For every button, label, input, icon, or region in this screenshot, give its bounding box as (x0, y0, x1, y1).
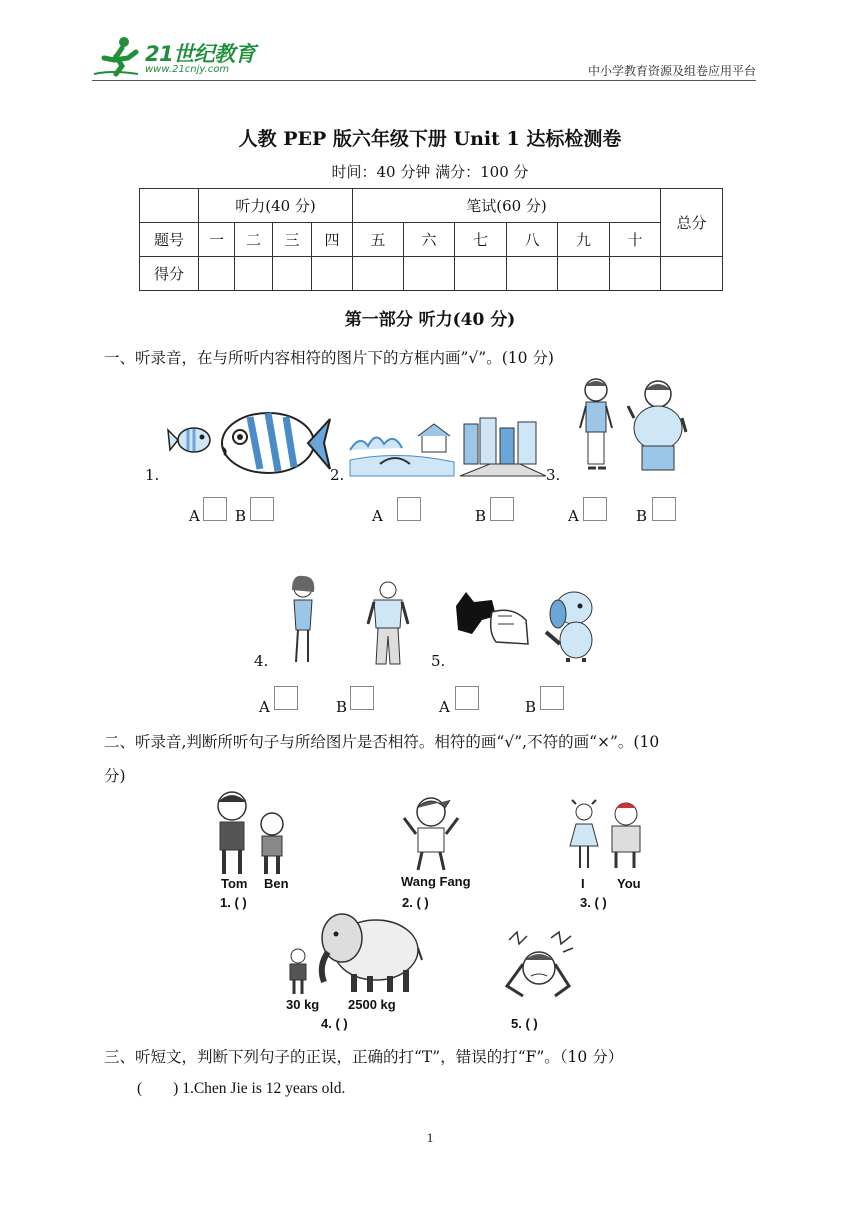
option-a-label: A (372, 507, 383, 525)
item-number: 5. (431, 652, 446, 670)
caption-2500kg: 2500 kg (348, 997, 396, 1012)
total-header: 总分 (661, 189, 723, 257)
section2-instruction-line2: 分) (104, 767, 126, 785)
score-cell[interactable] (273, 257, 312, 291)
thin-boy-image (576, 376, 616, 476)
table-cell: 七 (455, 223, 507, 257)
logo-text: 21世纪教育 (145, 42, 256, 66)
caption-tom: Tom (221, 876, 248, 891)
score-cell[interactable] (455, 257, 507, 291)
item-label: 2. ( ) (402, 895, 429, 910)
countryside-image (350, 420, 454, 476)
wang-fang-image (404, 794, 458, 874)
hand-shadow-image (452, 586, 532, 662)
answer-box[interactable] (455, 686, 479, 710)
section2-instruction-line1: 二、听录音,判断所听句子与所给图片是否相符。相符的画“√”,不符的画“×”。(10 (104, 733, 660, 751)
platform-name: 中小学教育资源及组卷应用平台 (587, 64, 756, 78)
logo-url: www.21cnjy.com (145, 64, 230, 75)
score-cell[interactable] (353, 257, 404, 291)
fat-man-image (628, 378, 688, 474)
table-cell: 四 (312, 223, 353, 257)
header-divider (92, 80, 756, 81)
score-cell[interactable] (558, 257, 610, 291)
item-label: 5. ( ) (511, 1016, 538, 1031)
woman-image (286, 574, 320, 664)
section3-item: ( ) 1.Chen Jie is 12 years old. (137, 1080, 346, 1097)
answer-box[interactable] (250, 497, 274, 521)
score-cell[interactable] (199, 257, 235, 291)
small-kid-image (286, 948, 310, 994)
option-b-label: B (525, 698, 537, 716)
item-number: 3. (546, 466, 561, 484)
option-a-label: A (259, 698, 270, 716)
man-image (366, 580, 410, 666)
option-b-label: B (636, 507, 648, 525)
table-cell: 八 (507, 223, 558, 257)
exam-info: 时间：40 分钟 满分：100 分 (331, 163, 529, 181)
score-table (139, 188, 723, 291)
score-cell[interactable] (507, 257, 558, 291)
caption-wang-fang: Wang Fang (401, 874, 471, 889)
tom-ben-image (212, 790, 292, 876)
table-cell: 十 (610, 223, 661, 257)
small-fish-image (168, 418, 216, 462)
answer-box[interactable] (583, 497, 607, 521)
i-you-image (570, 800, 646, 872)
score-cell[interactable] (235, 257, 273, 291)
score-cell[interactable] (404, 257, 455, 291)
table-corner (140, 189, 199, 223)
elephant-image (314, 908, 422, 994)
answer-box[interactable] (490, 497, 514, 521)
page-title: 人教 PEP 版六年级下册 Unit 1 达标检测卷 (238, 128, 622, 150)
option-b-label: B (475, 507, 487, 525)
item-label: 1. ( ) (220, 895, 247, 910)
answer-box[interactable] (652, 497, 676, 521)
answer-box[interactable] (274, 686, 298, 710)
option-a-label: A (568, 507, 579, 525)
dog-image (540, 584, 604, 664)
item-number: 4. (254, 652, 269, 670)
row-label-number: 题号 (140, 223, 199, 257)
table-cell: 五 (353, 223, 404, 257)
table-cell: 九 (558, 223, 610, 257)
caption-ben: Ben (264, 876, 289, 891)
answer-box[interactable] (397, 497, 421, 521)
answer-box[interactable] (203, 497, 227, 521)
item-label: 3. ( ) (580, 895, 607, 910)
row-label-score: 得分 (140, 257, 199, 291)
headache-image (503, 930, 575, 1000)
big-fish-image (220, 405, 330, 479)
item-label: 4. ( ) (321, 1016, 348, 1031)
page-number: 1 (426, 1130, 434, 1145)
caption-i: I (581, 876, 585, 891)
score-cell[interactable] (312, 257, 353, 291)
answer-box[interactable] (350, 686, 374, 710)
item-number: 1. (145, 466, 160, 484)
caption-30kg: 30 kg (286, 997, 320, 1012)
section1-instruction: 一、听录音，在与所听内容相符的图片下的方框内画”√”。(10 分) (104, 349, 554, 367)
answer-box[interactable] (540, 686, 564, 710)
listening-header: 听力(40 分) (199, 189, 353, 223)
table-cell: 一 (199, 223, 235, 257)
table-cell: 六 (404, 223, 455, 257)
option-a-label: A (189, 507, 200, 525)
caption-you: You (617, 876, 641, 891)
city-image (460, 414, 546, 476)
section3-instruction: 三、听短文，判断下列句子的正误，正确的打“T”，错误的打“F”。（10 分） (104, 1048, 624, 1066)
part1-title: 第一部分 听力(40 分) (344, 310, 516, 330)
item-number: 2. (330, 466, 345, 484)
option-a-label: A (439, 698, 450, 716)
runner-logo-icon (92, 34, 142, 78)
score-cell[interactable] (610, 257, 661, 291)
option-b-label: B (336, 698, 348, 716)
writing-header: 笔试(60 分) (353, 189, 661, 223)
table-cell: 三 (273, 223, 312, 257)
option-b-label: B (235, 507, 247, 525)
table-cell: 二 (235, 223, 273, 257)
total-score-cell[interactable] (661, 257, 723, 291)
